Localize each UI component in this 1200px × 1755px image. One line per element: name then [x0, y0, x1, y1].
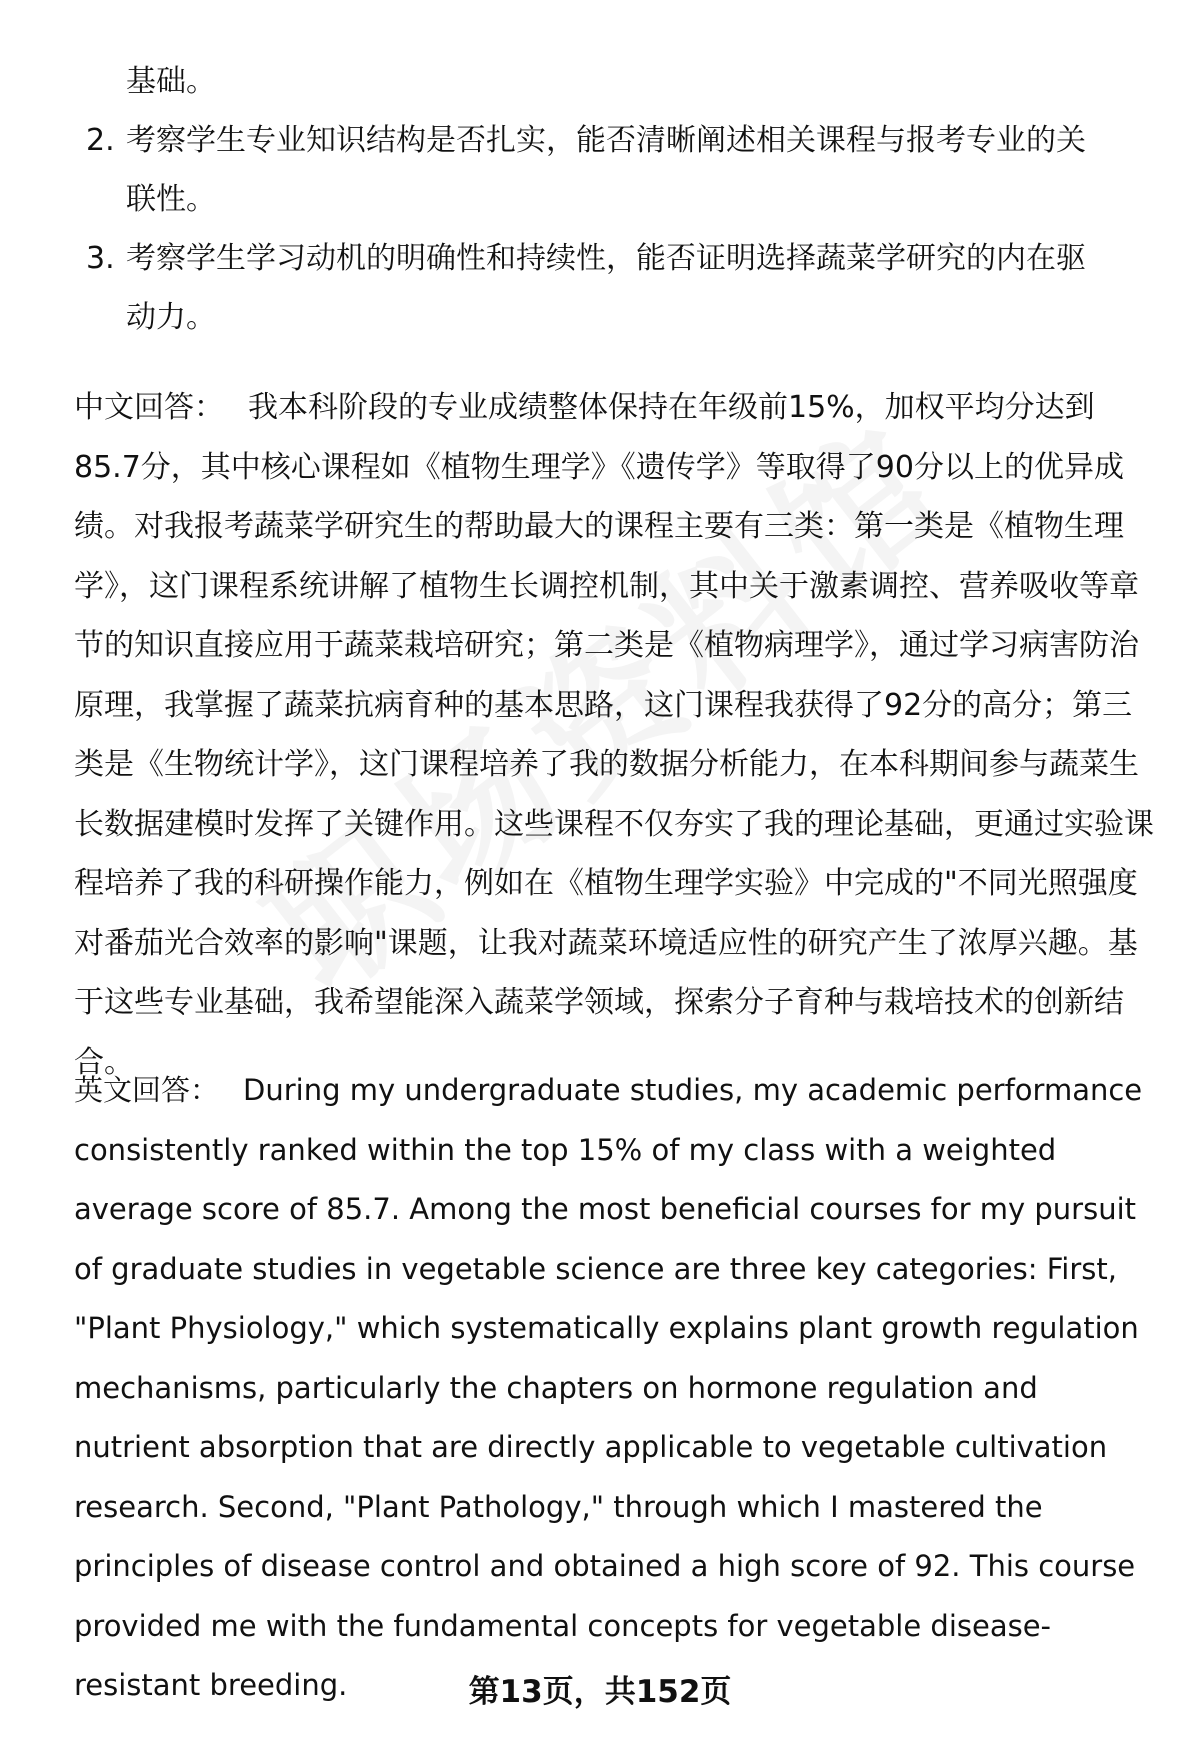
chinese-answer-paragraph: [74, 378, 1156, 1092]
list-item-number: 2.: [86, 123, 115, 158]
list-item: [74, 111, 1126, 229]
list-item: [74, 229, 1126, 347]
list-item-continuation: 基础。: [126, 64, 216, 99]
page-number-footer: 第13页，共152页: [468, 1674, 732, 1710]
english-answer-paragraph: [74, 1061, 1156, 1716]
criteria-list: [74, 52, 1126, 347]
chinese-answer-text: 我本科阶段的专业成绩整体保持在年级前15%，加权平均分达到85.7分，其中核心课程如《植物生理学》《遗传学》等取得了90分以上的优异成绩。对我报考蔬菜学研究生的帮助最大的课程主要有三类：第一类是《植物生理学》，这门课程系统讲解了植物生长调控机制，其中关于激素调控、营养吸收等章节的知识直接应用于蔬菜栽培研究；第二类是《植物病理学》，通过学习病害防治原理，我掌握了蔬菜抗病育种的基本思路，这门课程我获得了92分的高分；第三类是《生物统计学》，这门课程培养了我的数据分析能力，在本科期间参与蔬菜生长数据建模时发挥了关键作用。这些课程不仅夯实了我的理论基础，更通过实验课程培养了我的科研操作能力，例如在《植物生理学实验》中完成的"不同光照强度对番茄光合效率的影响"课题，让我对蔬菜环境适应性的研究产生了浓厚兴趣。基于这些专业基础，我希望能深入蔬菜学领域，探索分子育种与栽培技术的创新结合。: [74, 390, 1154, 1080]
english-answer-text: During my undergraduate studies, my academic performance consistently ranked within the top 15% of my class with a weighted average score of 85.7. Among the most beneficial courses for my pursuit of graduate studies in vegetable science are three key categories: First, "Plant Physiology," which systematically explains plant growth regulation mechanisms, particularly the chapters on hormone regulation and nutrient absorption that are directly applicable to vegetable cultivation research. Second, "Plant Pathology," through which I mastered the principles of disease control and obtained a high score of 92. This course provided me with the fundamental concepts for vegetable disease-resistant breeding.: [74, 1073, 1143, 1702]
list-item-text: 考察学生学习动机的明确性和持续性，能否证明选择蔬菜学研究的内在驱动力。: [126, 241, 1086, 335]
list-item-text: 考察学生专业知识结构是否扎实，能否清晰阐述相关课程与报考专业的关联性。: [126, 123, 1086, 217]
list-item-number: 3.: [86, 241, 115, 276]
english-answer-label: 英文回答：: [74, 1073, 220, 1107]
chinese-answer-label: 中文回答：: [74, 390, 224, 425]
